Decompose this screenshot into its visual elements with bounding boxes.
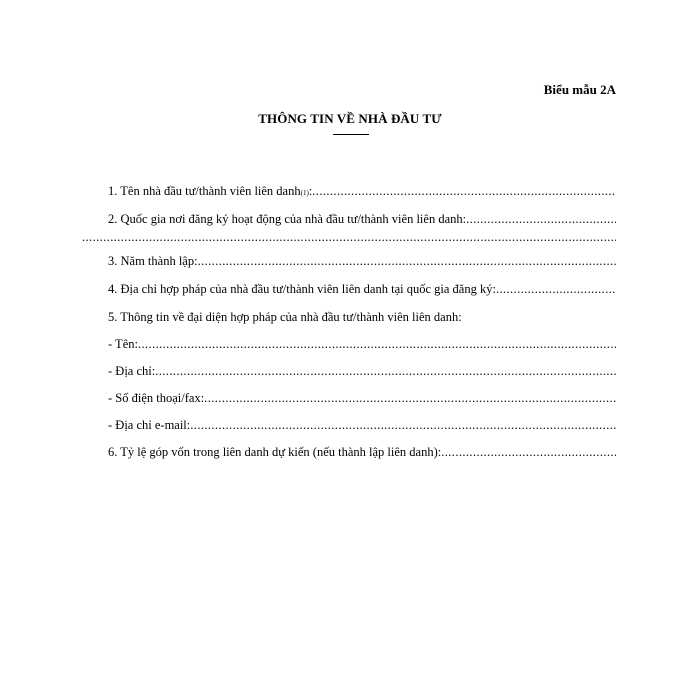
- fill-line[interactable]: [312, 184, 616, 199]
- field-capital-ratio-label: 6. Tỷ lệ góp vốn trong liên danh dự kiến (nếu thành lập liên danh):: [108, 445, 442, 459]
- field-founding-year: [108, 254, 616, 272]
- fill-line[interactable]: [190, 418, 616, 433]
- field-registration-country-label: 2. Quốc gia nơi đăng ký hoạt động của nhà đầu tư/thành viên liên danh:: [108, 212, 467, 226]
- field-representative-phone: [108, 391, 616, 409]
- field-investor-name-label: 1. Tên nhà đầu tư/thành viên liên danh: [108, 184, 301, 198]
- field-capital-ratio: [108, 445, 616, 463]
- fill-line[interactable]: [198, 254, 616, 269]
- fill-line[interactable]: [204, 391, 616, 406]
- field-founding-year-label: 3. Năm thành lập:: [108, 254, 198, 268]
- fill-line[interactable]: [138, 337, 616, 352]
- field-representative-email-label: - Địa chỉ e-mail:: [108, 418, 191, 432]
- field-legal-representative: [108, 310, 616, 328]
- page-title: THÔNG TIN VỀ NHÀ ĐẦU TƯ: [258, 111, 442, 126]
- field-legal-representative-label: 5. Thông tin về đại diện hợp pháp của nhà đầu tư/thành viên liên danh:: [108, 310, 462, 324]
- fill-line[interactable]: [155, 364, 616, 379]
- field-representative-address-label: - Địa chỉ:: [108, 364, 156, 378]
- fill-line[interactable]: [496, 282, 616, 297]
- fill-line-continuation[interactable]: [82, 230, 616, 248]
- field-legal-address-label: 4. Địa chỉ hợp pháp của nhà đầu tư/thành viên liên danh tại quốc gia đăng ký:: [108, 282, 496, 296]
- field-registration-country: [108, 212, 616, 230]
- form-code: Biểu mẫu 2A: [543, 82, 616, 97]
- fill-line[interactable]: [441, 445, 616, 460]
- field-representative-phone-label: - Số điện thoại/fax:: [108, 391, 205, 405]
- field-representative-address: [108, 364, 616, 382]
- field-legal-address: [108, 282, 616, 300]
- title-underline: [333, 134, 369, 135]
- field-representative-name: [108, 337, 616, 355]
- field-representative-name-label: - Tên:: [108, 337, 138, 351]
- field-investor-name: 1. Tên nhà đầu tư/thành viên liên danh (1) : .....: [108, 184, 616, 202]
- field-representative-email: [108, 418, 616, 436]
- fill-line[interactable]: [466, 212, 616, 227]
- field-investor-name-suffix: :: [308, 184, 313, 198]
